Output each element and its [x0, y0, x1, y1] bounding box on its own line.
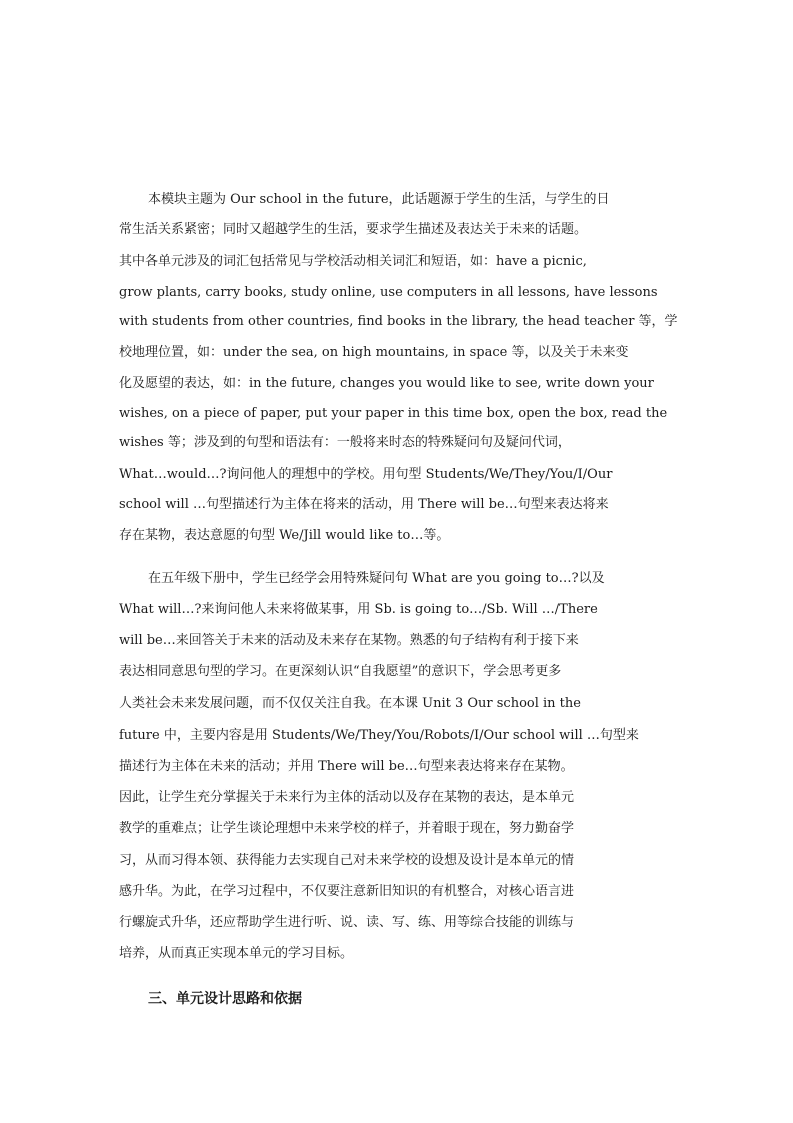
paragraph-2-line-10: 习，从而习得本领、获得能力去实现自己对未来学校的设想及设计是本单元的情 — [119, 853, 575, 868]
paragraph-2-line-6: future 中，主要内容是用 Students/We/They/You/Robots/I/Our school will …句型来 — [119, 728, 639, 743]
paragraph-1-line-5: with students from other countries, find books in the library, the head teacher 等，学 — [119, 314, 678, 329]
paragraph-1-line-6: 校地理位置，如：under the sea, on high mountains, in space 等，以及关于未来变 — [119, 345, 629, 360]
paragraph-2-line-5: 人类社会未来发展问题，而不仅仅关注自我。在本课 Unit 3 Our school in the — [119, 696, 581, 711]
paragraph-2-line-3: will be…来回答关于未来的活动及未来存在某物。熟悉的句子结构有利于接下来 — [119, 633, 579, 648]
paragraph-2-line-12: 行螺旋式升华，还应帮助学生进行听、说、读、写、练、用等综合技能的训练与 — [119, 915, 575, 930]
paragraph-1-line-2: 常生活关系紧密；同时又超越学生的生活，要求学生描述及表达关于未来的话题。 — [119, 222, 588, 237]
paragraph-1-line-9: wishes 等；涉及到的句型和语法有：一般将来时态的特殊疑问句及疑问代词， — [119, 435, 571, 450]
paragraph-2-line-7: 描述行为主体在未来的活动；并用 There will be…句型来表达将来存在某物。 — [119, 759, 574, 774]
paragraph-2-line-9: 教学的重难点；让学生谈论理想中未来学校的样子，并着眼于现在，努力勤奋学 — [119, 821, 575, 836]
paragraph-2-line-1: 在五年级下册中，学生已经学会用特殊疑问句 What are you going to…?以及 — [148, 571, 605, 586]
paragraph-2-line-11: 感升华。为此，在学习过程中，不仅要注意新旧知识的有机整合，对核心语言进 — [119, 884, 575, 899]
paragraph-1-line-4: grow plants, carry books, study online, use computers in all lessons, have lessons — [119, 285, 658, 300]
paragraph-1-line-11: school will …句型描述行为主体在将来的活动，用 There will be…句型来表达将来 — [119, 497, 609, 512]
paragraph-1-line-12: 存在某物，表达意愿的句型 We/Jill would like to…等。 — [119, 528, 450, 543]
paragraph-2-line-13: 培养，从而真正实现本单元的学习目标。 — [119, 946, 354, 961]
paragraph-1-line-3: 其中各单元涉及的词汇包括常见与学校活动相关词汇和短语，如：have a picnic, — [119, 254, 587, 269]
paragraph-1-line-7: 化及愿望的表达，如：in the future, changes you would like to see, write down your — [119, 376, 654, 391]
paragraph-2-line-4: 表达相同意思句型的学习。在更深刻认识“自我愿望”的意识下，学会思考更多 — [119, 664, 562, 679]
section-heading: 三、单元设计思路和依据 — [148, 991, 302, 1007]
paragraph-2-line-2: What will…?来询问他人未来将做某事，用 Sb. is going to…/Sb. Will …/There — [119, 602, 598, 617]
paragraph-1-line-10: What…would…?询问他人的理想中的学校。用句型 Students/We/They/You/I/Our — [119, 467, 613, 482]
paragraph-2-line-8: 因此，让学生充分掌握关于未来行为主体的活动以及存在某物的表达，是本单元 — [119, 790, 575, 805]
paragraph-1-line-8: wishes, on a piece of paper, put your paper in this time box, open the box, read the — [119, 406, 668, 421]
paragraph-1-line-1: 本模块主题为 Our school in the future，此话题源于学生的生活，与学生的日 — [148, 192, 610, 207]
